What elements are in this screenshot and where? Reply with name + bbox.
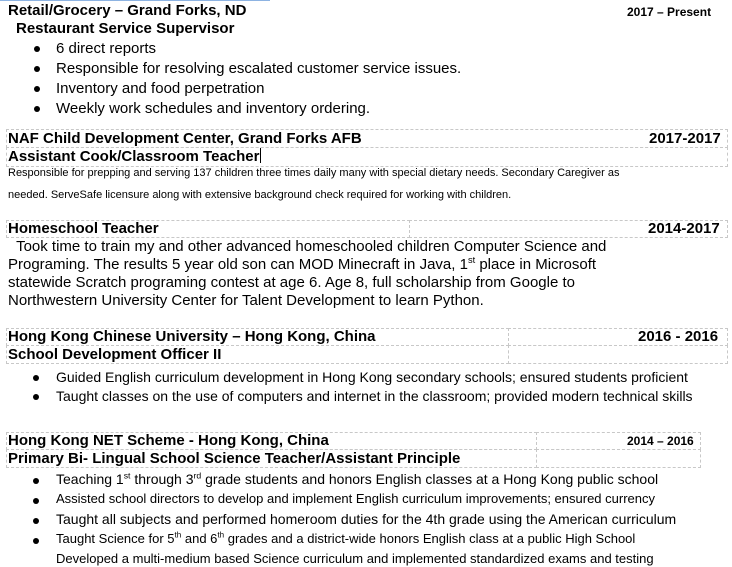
superscript: th	[174, 530, 182, 540]
bullet-icon	[33, 478, 39, 484]
bullet-icon	[34, 86, 40, 92]
text-run: grades and a district-wide honors English class at a public High School	[224, 531, 636, 546]
text-run: grade students and honors English classes at a Hong Kong public school	[201, 471, 659, 487]
text-run: place in Microsoft	[475, 256, 597, 273]
role-restaurant-service-supervisor: Restaurant Service Supervisor	[16, 20, 235, 37]
table-cell-border	[536, 449, 701, 468]
list-item: Responsible for resolving escalated customer service issues.	[56, 60, 462, 77]
bullet-icon	[34, 46, 40, 52]
top-border-line	[0, 0, 270, 1]
paragraph-line	[8, 256, 596, 273]
list-item: Guided English curriculum development in Hong Kong secondary schools; ensured students proficient	[56, 369, 688, 385]
dates-naf-child-development: 2017-2017	[649, 130, 721, 147]
list-item: Taught all subjects and performed homeroom duties for the 4th grade using the American curriculum	[56, 511, 677, 527]
role-assistant-cook	[8, 148, 261, 165]
text-run: through 3	[130, 471, 194, 487]
list-item: 6 direct reports	[56, 40, 157, 57]
dates-hong-kong-net-scheme: 2014 – 2016	[627, 434, 694, 448]
paragraph-line: statewide Scratch programing contest at age 6. Age 8, full scholarship from Google to	[8, 274, 575, 291]
paragraph-line: Northwestern University Center for Talent Development to learn Python.	[8, 292, 484, 309]
text-run: Teaching 1	[56, 471, 124, 487]
text-run: Taught Science for 5	[56, 531, 175, 546]
list-item	[56, 531, 635, 546]
bullet-icon	[33, 394, 39, 400]
text-cursor	[260, 148, 261, 163]
bullet-icon	[34, 66, 40, 72]
superscript: rd	[193, 470, 202, 481]
list-item: Taught classes on the use of computers and internet in the classroom; provided modern technical skills	[56, 388, 693, 404]
role-text: Assistant Cook/Classroom Teacher	[8, 148, 260, 165]
list-item: Weekly work schedules and inventory ordering.	[56, 100, 371, 117]
list-item: Inventory and food perpetration	[56, 80, 265, 97]
dates-hong-kong-chinese-university: 2016 - 2016	[638, 328, 719, 345]
list-item	[56, 471, 658, 487]
superscript: st	[467, 255, 476, 265]
bullet-icon	[33, 538, 39, 544]
description-line: needed. ServeSafe licensure along with extensive background check required for working with children.	[8, 189, 512, 201]
list-item: Assisted school directors to develop and implement English curriculum improvements; ensured currency	[56, 491, 655, 506]
bullet-icon	[33, 518, 39, 524]
table-cell-border	[508, 345, 728, 364]
dates-homeschool: 2014-2017	[648, 220, 720, 237]
employer-homeschool: Homeschool Teacher	[8, 220, 159, 237]
text-run: Programing. The results 5 year old son can MOD Minecraft in Java, 1	[8, 256, 468, 273]
role-science-teacher-assistant-principle: Primary Bi- Lingual School Science Teacher/Assistant Principle	[8, 450, 461, 467]
dates-retail-grocery: 2017 – Present	[627, 5, 712, 19]
description-line: Responsible for prepping and serving 137 children three times daily many with special dietary needs. Secondary Caregiver as	[8, 167, 620, 179]
employer-hong-kong-net-scheme: Hong Kong NET Scheme - Hong Kong, China	[8, 432, 329, 449]
superscript: st	[123, 470, 131, 481]
employer-naf-child-development: NAF Child Development Center, Grand Forks AFB	[8, 130, 362, 147]
role-school-development-officer: School Development Officer II	[8, 346, 222, 363]
superscript: th	[217, 530, 225, 540]
employer-hong-kong-chinese-university: Hong Kong Chinese University – Hong Kong, China	[8, 328, 376, 345]
employer-retail-grocery: Retail/Grocery – Grand Forks, ND	[8, 2, 247, 19]
list-item-continuation: Developed a multi-medium based Science curriculum and implemented standardized exams and testing	[56, 551, 654, 566]
bullet-icon	[33, 375, 39, 381]
bullet-icon	[34, 106, 40, 112]
text-run: and 6	[181, 531, 218, 546]
bullet-icon	[33, 498, 39, 504]
paragraph-line: Took time to train my and other advanced homeschooled children Computer Science and	[8, 238, 607, 255]
